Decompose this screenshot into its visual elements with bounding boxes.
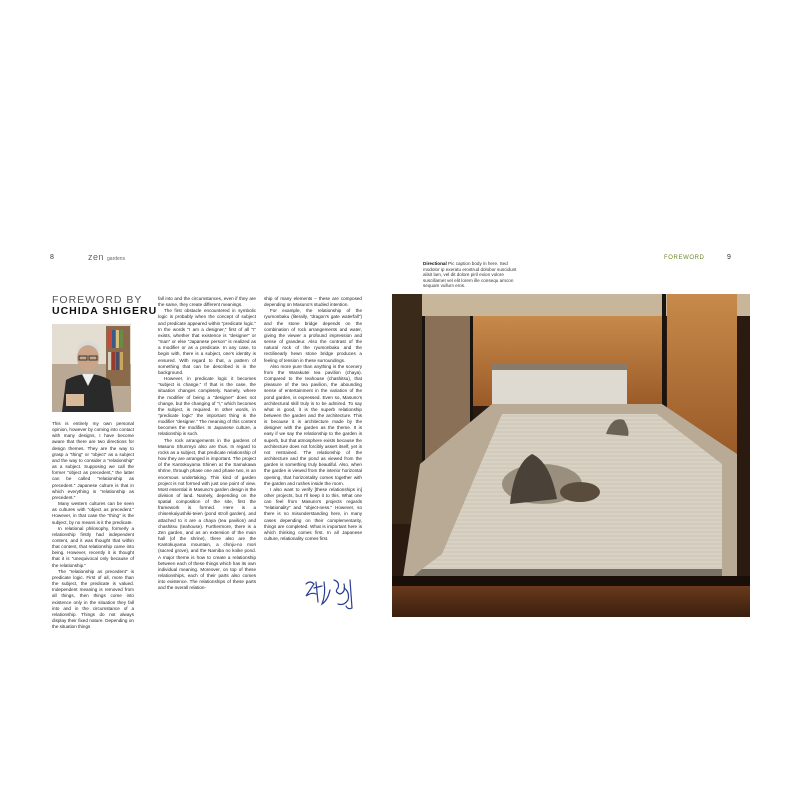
paragraph: The rock arrangements in the gardens of Masuno Shunmyo also are thus. In regard to rocks as a subject, that predicate relationship of how they are arranged is important. The project of the Kantokuyama Shinen at the Samukawa shrine, through phase one and phase two, is an enormous undertaking. This kind of garden project is not formed with just one point of view. Most essential in Masuno's garden design is the division of land. Namely, depending on the spatial composition of the site, first the framework is formed. Here is a chisenkaiyushiki-teien (pond stroll garden), and attached to it are a chaya (tea pavilion) and chashitsu (teahouse). Furthermore, there is a Zen garden, and as an extension of the main hall (of the shrine), there also are the Kantokuyama mountain, a chinju-no mori (sacred grove), and the Namiba no koike pond. A major theme is how to create a relationship between each of these things which has its own individual meaning. Moreover, on top of these relationships, each of their parts also comes into existence. The relationships of these parts and the overall relation- [158,437,256,591]
paragraph: Also more pure than anything is the scenery from the Warakutei tea pavilion (chaya). Compared to the teahouse (chashitsu), that pleasure of the tea pavilion, the abounding sense of entertainment in the variation of the pond garden, is expressed. Even so, Masuno's architectural skill truly is to be admired. To say what is good, it is the superb relationship between the garden and the architecture. This is because it is architecture made by the designer with the garden as the theme. It is easy if we say the relationship to the garden is superb, but that atmosphere exists because the architecture does not forcibly assert itself, yet is not restrained. The relationship of the architecture and the pond as viewed from the garden is something truly beautiful. Also, when the garden is viewed from the interior horizontal opening, that horizontality comes together with the garden and rushes inside the room. [264,363,362,486]
paragraph: For example, the relationship of the ryumonbaku (literally, "dragon's gate waterfall") and the stone bridge depends on the combination of rock arrangements and water, giving the viewer a profound impression and sense of grandeur. Also the contrast of the natural rock of the ryumonbaku and the rectilinearly hewn stone bridge produces a feeling of tension in these surroundings. [264,308,362,363]
portrait-image [52,324,131,412]
garden-image [392,294,750,617]
caption-text: Pic caption body in here. Sed modolor ip exeratu erostrud dolobor suscidunt alisit lam, vel dit dolore piril exion volore suscillamet vel elit lorem ille consequ amcon sequam vullum eros. [423,261,517,289]
brand-name: zen [88,252,105,262]
foreword-heading-line1: FOREWORD BY [52,294,143,306]
book-brand [88,252,125,262]
author-signature [300,574,362,614]
running-header: FOREWORD [664,255,705,261]
foreword-heading-line2: UCHIDA SHIGERU [52,305,158,317]
paragraph: ship of many elements – these are composed depending on Masuno's studied intention. [264,296,362,308]
author-portrait [52,324,131,412]
signature-image [300,574,362,614]
left-page-number: 8 [50,254,54,261]
paragraph: fall into and the circumstances, even if they are the same, they create different meanings. [158,296,256,308]
paragraph: In relational philosophy, formerly a relationship firstly had independent content, and it was thought that within that content, that relationship came into being. However, recently it is thought that it is "unequivocal only because of the relationship." [52,525,134,568]
foreword-column-3 [264,296,362,568]
right-page-number: 9 [727,254,731,261]
garden-photo [392,294,750,617]
paragraph: Many western cultures can be seen as cultures with "object as precedent." However, in that case the "thing" is the subject, by no means is it the predicate. [52,501,134,525]
paragraph: I also want to verify [these relationships in] other projects, but I'll keep it to this. What one can feel from Masuno's projects regards "relationality" and "object-ness." However, so there is no misunderstanding here, in many cases depending on their complementarity, things are completed. What is important here is which thinking comes first. In all Japanese culture, relationality comes first. [264,486,362,542]
photo-caption [423,261,523,289]
paragraph: The first obstacle encountered in symbolic logic is probably when the concept of subject and predicate appeared within "predicate logic." In the words "I am a designer," first of all "I" exists, whether that existence is "designer" or "man" or else "Japanese person" is realized as a modifier or as a predicate. In any case, to begin with, there is a subject, one's identity is ensured. With regard to that, a pattern of something that can be described is in the background. [158,308,256,375]
paragraph: However, in predicate logic it becomes "subject is change." If that is the case, the situation changes completely. Namely, where the modifier of being a "designer" does not change, but the changing of "I," which becomes the subject, is required. In other words, in "predicate logic" the important thing is the modifier "designer." The meaning of this content becomes the modifier. In Japanese culture, a relationship is such. [158,376,256,437]
paragraph: The "relationship as precedent" is predicate logic. First of all, more than the subject, the predicate is valued. Independent meaning is removed from all things, then things come into existence only in the situation they fall into and in the circumstance of a relationship. Things do not always display their fixed nature. Depending on the situation things [52,568,134,630]
paragraph: This is entirely my own personal opinion, however by coming into contact with many designs, I have become aware that there are two directions for design themes. They are the way to grasp a "thing" or "object" as a subject and the way to consider a "relationship" as a subject. Supposing we call the former "object as precedent," the latter can be called "relationship as precedent." Japanese culture is that in which everything is "relationship as precedent." [52,421,134,500]
foreword-column-2 [158,296,256,621]
caption-lead: Directional [423,261,447,266]
foreword-column-1 [52,421,134,630]
brand-subtitle: gardens [107,256,126,262]
